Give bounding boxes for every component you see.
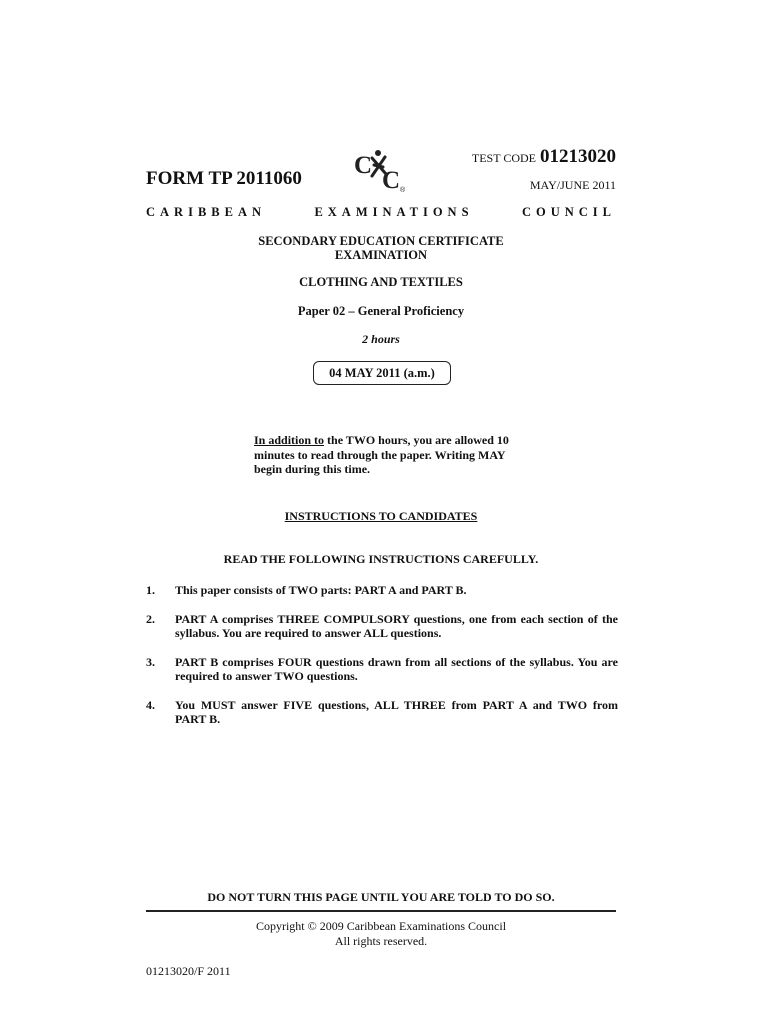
instruction-text: This paper consists of TWO parts: PART A and PART B. xyxy=(175,583,467,597)
instruction-number: 4. xyxy=(146,697,155,712)
footer-divider xyxy=(146,910,616,912)
instruction-text: You MUST answer FIVE questions, ALL THREE from PART A and TWO from PART B. xyxy=(175,697,618,726)
instruction-item xyxy=(146,655,618,684)
instruction-number: 3. xyxy=(146,654,155,669)
reading-time-note xyxy=(254,433,516,477)
paper-title: Paper 02 – General Proficiency xyxy=(297,304,465,318)
instruction-item xyxy=(146,583,618,598)
test-code-label: TEST CODE xyxy=(471,151,536,165)
reading-note-emphasis: In addition to xyxy=(254,433,325,447)
copyright-line: All rights reserved. xyxy=(334,933,428,948)
instruction-text: PART A comprises THREE COMPULSORY questions, one from each section of the syllabus. You are required to answer ALL questions. xyxy=(175,611,618,640)
test-code-value: 01213020 xyxy=(540,146,616,167)
exam-title xyxy=(146,234,616,262)
instructions-list xyxy=(146,583,618,741)
exam-session: MAY/JUNE 2011 xyxy=(529,178,616,192)
svg-text:®: ® xyxy=(400,187,406,194)
subject-title: CLOTHING AND TEXTILES xyxy=(299,275,463,289)
instructions-heading-text: INSTRUCTIONS TO CANDIDATES xyxy=(284,509,478,523)
exam-duration: 2 hours xyxy=(362,332,400,346)
council-word: EXAMINATIONS xyxy=(314,205,474,219)
council-word: CARIBBEAN xyxy=(146,205,267,219)
do-not-turn-warning: DO NOT TURN THIS PAGE UNTIL YOU ARE TOLD TO DO SO. xyxy=(207,890,555,904)
exam-title-line: EXAMINATION xyxy=(334,248,428,262)
reading-note-text: the TWO hours, you are allowed 10 minutes to read through the paper. Writing MAY begin during this time. xyxy=(254,433,509,476)
copyright-line: Copyright © 2009 Caribbean Examinations Council xyxy=(255,919,507,933)
copyright-notice xyxy=(146,919,616,948)
read-carefully-notice: READ THE FOLLOWING INSTRUCTIONS CAREFULLY. xyxy=(223,552,539,566)
form-number: FORM TP 2011060 xyxy=(146,168,302,189)
cxc-logo xyxy=(352,148,408,194)
instruction-item xyxy=(146,612,618,641)
svg-text:C: C xyxy=(382,167,401,194)
instruction-item xyxy=(146,698,618,727)
svg-text:C: C xyxy=(354,152,373,179)
instructions-heading xyxy=(146,509,616,524)
cxc-logo-icon xyxy=(352,148,408,194)
instruction-number: 2. xyxy=(146,611,155,626)
exam-title-line: SECONDARY EDUCATION CERTIFICATE xyxy=(258,234,504,248)
page-code: 01213020/F 2011 xyxy=(146,964,231,978)
instruction-number: 1. xyxy=(146,583,155,597)
council-name xyxy=(146,205,616,220)
exam-date-box: 04 MAY 2011 (a.m.) xyxy=(313,361,451,385)
instruction-text: PART B comprises FOUR questions drawn from all sections of the syllabus. You are required to answer TWO questions. xyxy=(175,654,618,683)
test-code xyxy=(462,146,616,168)
council-word: COUNCIL xyxy=(521,205,616,219)
